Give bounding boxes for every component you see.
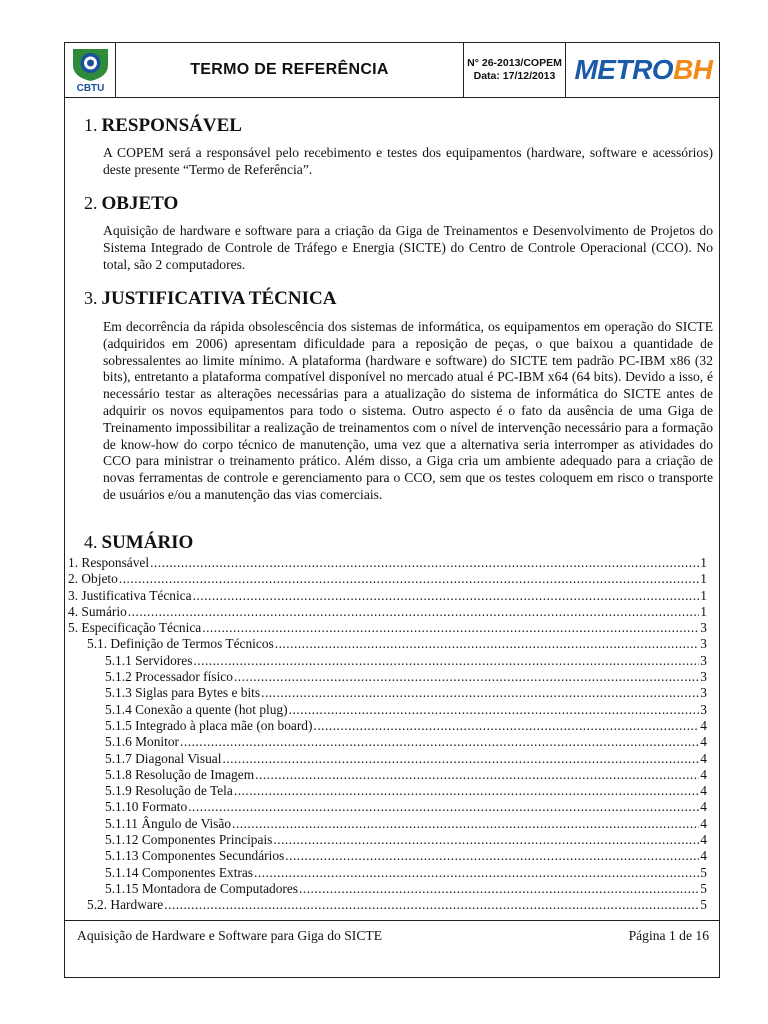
doc-number: N° 26-2013/COPEM [467, 57, 562, 69]
cbtu-label: CBTU [76, 83, 105, 94]
toc-entry[interactable] [65, 832, 719, 848]
section-title: JUSTIFICATIVA TÉCNICA [101, 288, 337, 309]
toc-leader-dots [193, 653, 699, 669]
section-heading [65, 115, 719, 137]
toc-entry-page: 5 [700, 864, 707, 880]
page-footer [65, 920, 719, 943]
toc-entry-label: 5.1.7 Diagonal Visual [105, 750, 222, 766]
toc-entry[interactable] [65, 734, 719, 750]
section-title: SUMÁRIO [101, 532, 194, 553]
toc-entry[interactable] [65, 702, 719, 718]
toc-entry-page: 1 [700, 571, 707, 587]
toc-entry[interactable] [65, 653, 719, 669]
toc-leader-dots [180, 734, 699, 750]
toc-entry[interactable] [65, 783, 719, 799]
toc-entry-label: 5.2. Hardware [87, 897, 164, 913]
toc-leader-dots [254, 865, 699, 881]
toc-leader-dots [150, 555, 699, 571]
toc-entry-label: 5.1.8 Resolução de Imagem [105, 766, 255, 782]
toc-leader-dots [232, 816, 699, 832]
toc-entry-page: 4 [700, 832, 707, 848]
toc-leader-dots [275, 636, 700, 652]
document-frame [64, 42, 720, 978]
toc-entry[interactable] [65, 555, 719, 571]
doc-info-cell [464, 43, 566, 97]
toc-leader-dots [255, 767, 699, 783]
section-number: 2. [84, 193, 98, 213]
toc-leader-dots [119, 571, 699, 587]
toc-entry-page: 4 [700, 734, 707, 750]
section-objeto [65, 193, 719, 273]
metro-o-icon: O [651, 54, 674, 85]
section-heading [65, 288, 719, 310]
toc-entry-label: 5.1.4 Conexão a quente (hot plug) [105, 701, 288, 717]
section-title: OBJETO [101, 193, 179, 214]
doc-date: Data: 17/12/2013 [473, 70, 556, 82]
toc-leader-dots [313, 718, 699, 734]
toc-entry-page: 5 [700, 880, 707, 896]
toc-entry-label: 5.1.1 Servidores [105, 652, 193, 668]
toc-leader-dots [299, 881, 699, 897]
section-title: RESPONSÁVEL [101, 115, 242, 136]
toc-entry-label: 3. Justificativa Técnica [68, 587, 192, 603]
section-number: 3. [84, 288, 98, 308]
toc-entry-page: 3 [700, 669, 707, 685]
toc-entry-label: 5.1.6 Monitor [105, 734, 180, 750]
toc-entry[interactable] [65, 848, 719, 864]
toc-entry-page: 3 [700, 701, 707, 717]
toc-entry-label: 2. Objeto [68, 571, 118, 587]
toc-entry-label: 5.1.3 Siglas para Bytes e bits [105, 685, 261, 701]
toc-entry-page: 4 [700, 766, 707, 782]
toc-entry[interactable] [65, 588, 719, 604]
footer-title: Aquisição de Hardware e Software para Giga do SICTE [77, 928, 382, 943]
toc-leader-dots [285, 848, 699, 864]
toc-entry[interactable] [65, 751, 719, 767]
toc-entry-page: 4 [700, 815, 707, 831]
cbtu-emblem-icon [65, 43, 116, 83]
toc-entry-label: 5.1.9 Resolução de Tela [105, 783, 233, 799]
section-heading [65, 193, 719, 215]
toc-entry-label: 5.1. Definição de Termos Técnicos [87, 636, 274, 652]
toc-entry[interactable] [65, 865, 719, 881]
toc-entry-label: 1. Responsável [68, 555, 150, 570]
toc-entry-page: 4 [700, 717, 707, 733]
table-of-contents [65, 555, 719, 914]
toc-leader-dots [261, 685, 699, 701]
toc-leader-dots [289, 702, 700, 718]
toc-entry-label: 5.1.10 Formato [105, 799, 188, 815]
section-sumario [65, 532, 719, 554]
section-number: 1. [84, 115, 98, 135]
toc-entry[interactable] [65, 881, 719, 897]
toc-entry-page: 3 [700, 636, 707, 652]
document-header [65, 43, 719, 98]
metrobh-logo-text [574, 54, 712, 86]
toc-entry[interactable] [65, 571, 719, 587]
cbtu-logo [65, 43, 116, 97]
toc-leader-dots [273, 832, 699, 848]
toc-entry-page: 3 [700, 685, 707, 701]
toc-entry[interactable] [65, 620, 719, 636]
section-text: Aquisição de hardware e software para a criação da Giga de Treinamentos e Desenvolvimento de Projetos do Sistema Integrado de Controle de Tráfego e Energia (SICTE) do Centro de Controle Operacional (CCO). No total, são 2 computadores. [103, 223, 713, 272]
toc-entry-page: 3 [700, 652, 707, 668]
toc-entry[interactable] [65, 636, 719, 652]
toc-leader-dots [128, 604, 700, 620]
toc-entry[interactable] [65, 897, 719, 913]
section-text: A COPEM será a responsável pelo recebimento e testes dos equipamentos (hardware, software e acessórios) deste presente “Termo de Referência”. [103, 145, 713, 177]
page-number: Página 1 de 16 [628, 928, 709, 943]
section-justificativa [65, 288, 719, 504]
toc-entry-page: 4 [700, 799, 707, 815]
toc-entry-page: 4 [700, 750, 707, 766]
toc-entry-label: 5.1.5 Integrado à placa mãe (on board) [105, 717, 313, 733]
page-title: TERMO DE REFERÊNCIA [190, 61, 389, 78]
toc-entry[interactable] [65, 799, 719, 815]
toc-entry-label: 5.1.13 Componentes Secundários [105, 848, 285, 864]
toc-entry-label: 5.1.12 Componentes Principais [105, 832, 273, 848]
toc-entry-label: 5.1.14 Componentes Extras [105, 864, 254, 880]
toc-entry-page: 3 [700, 620, 707, 636]
toc-entry[interactable] [65, 685, 719, 701]
toc-entry[interactable] [65, 767, 719, 783]
toc-entry-label: 5.1.2 Processador físico [105, 669, 233, 685]
metro-logo-part-a: METR [574, 54, 652, 85]
toc-entry-label: 5.1.11 Ângulo de Visão [105, 815, 232, 831]
toc-entry[interactable] [65, 816, 719, 832]
toc-entry-page: 1 [700, 555, 707, 570]
toc-entry-page: 1 [700, 603, 707, 619]
toc-entry[interactable] [65, 669, 719, 685]
toc-entry-label: 4. Sumário [68, 603, 127, 619]
toc-leader-dots [202, 620, 699, 636]
metrobh-logo [566, 43, 721, 97]
toc-entry[interactable] [65, 604, 719, 620]
metro-logo-part-b: BH [673, 54, 713, 85]
section-number: 4. [84, 532, 98, 552]
toc-leader-dots [234, 669, 699, 685]
toc-entry-page: 4 [700, 848, 707, 864]
section-text: Em decorrência da rápida obsolescência dos sistemas de informática, os equipamentos em operação do SICTE (adquiridos em 2006) apresentam dificuldade para a reposição de peças, o que baixou a quantidade de sobressalentes ao limite mínimo. A plataforma (hardware e software) do SICTE tem padrão PC-IBM x86 (32 bits), entretanto a plataforma compatível disponível no mercado atual é PC-IBM x64 (64 bits). Devido a isso, é necessário testar as alterações necessárias para a atualização do sistema de informática do SICTE antes de adquirir os novos equipamentos para todo o sistema. Outro aspecto é o fato da ausência de uma Giga de Treinamento impossibilitar a realização de treinamentos com o nível de intervenção necessário para a formação de know-how do corpo técnico de manutenção, uma vez que a alternativa seria interromper as atividades do CCO para ministrar o treinamento prático. Além disso, a Giga cria um ambiente adequado para a criação de novas ferramentas de controle e gerenciamento para o CCO, sem que os testes coloquem em risco o transporte de usuários e/ou a manutenção das vias comerciais. [103, 319, 713, 502]
toc-entry-label: 5. Especificação Técnica [68, 620, 202, 636]
section-responsavel [65, 115, 719, 179]
toc-entry-page: 1 [700, 587, 707, 603]
toc-leader-dots [222, 751, 699, 767]
section-heading [65, 532, 719, 554]
toc-entry-page: 5 [700, 897, 707, 913]
toc-entry-page: 4 [700, 783, 707, 799]
title-cell [116, 43, 464, 97]
toc-entry-label: 5.1.15 Montadora de Computadores [105, 880, 299, 896]
toc-leader-dots [193, 588, 700, 604]
toc-leader-dots [188, 799, 699, 815]
toc-leader-dots [234, 783, 699, 799]
toc-leader-dots [164, 897, 699, 913]
toc-entry[interactable] [65, 718, 719, 734]
